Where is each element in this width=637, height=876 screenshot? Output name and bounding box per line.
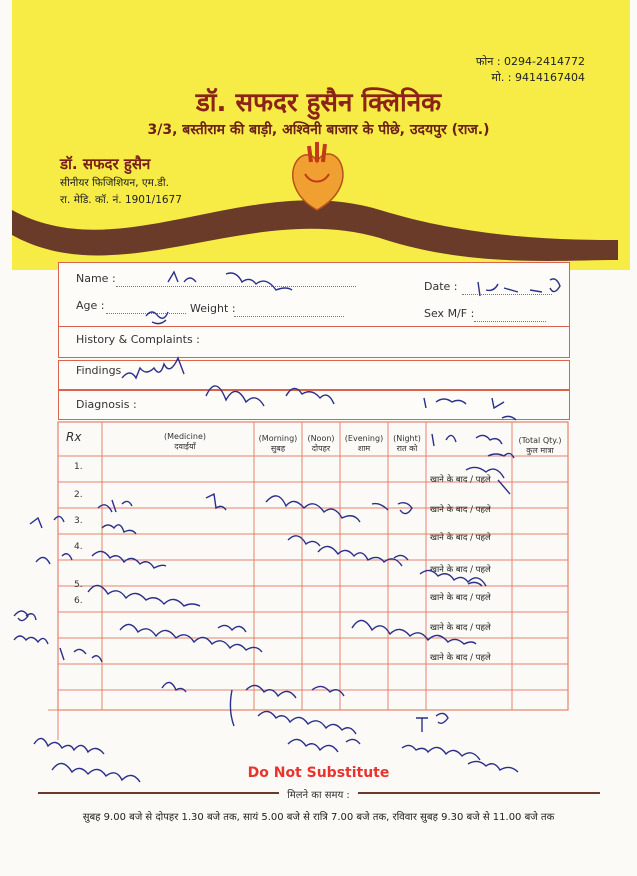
noon-header-hi: दोपहर [311, 444, 331, 453]
morning-header-en: (Morning) [258, 434, 298, 443]
night-header-hi: रात को [396, 444, 418, 453]
morning-header-hi: सुबह [270, 444, 286, 453]
clinic-hours: सुबह 9.00 बजे से दोपहर 1.30 बजे तक, सायं 5.00 बजे से रात्रि 7.00 बजे तक, रविवार सुबह 9.30 बजे से 11.00 बजे तक [82, 812, 555, 823]
after-meal-4: खाने के बाद / पहले [430, 565, 491, 575]
meeting-time-label [0, 787, 637, 801]
row-number-6: 6. [74, 596, 83, 606]
doctor-name: डॉ. सफदर हुसैन [60, 155, 151, 173]
rx-symbol: Rx [66, 430, 82, 444]
findings-label: Findings [76, 364, 122, 377]
history-label: History & Complaints : [76, 333, 200, 346]
row-number-4: 4. [74, 542, 83, 552]
sex-label: Sex M/F : [424, 307, 475, 320]
after-meal-6: खाने के बाद / पहले [430, 623, 491, 633]
after-meal-1: खाने के बाद / पहले [430, 475, 491, 485]
after-meal-3: खाने के बाद / पहले [430, 533, 491, 543]
evening-header-en: (Evening) [344, 434, 384, 443]
clinic-name: डॉ. सफदर हुसैन क्लिनिक [195, 88, 442, 118]
after-meal-7: खाने के बाद / पहले [430, 653, 491, 663]
total-qty-header-hi: कुल मात्रा [526, 446, 554, 455]
row-number-5: 5. [74, 580, 83, 590]
do-not-substitute-note: Do Not Substitute [247, 765, 390, 781]
registration-number: रा. मेडि. कॉ. नं. 1901/1677 [60, 194, 182, 206]
name-label: Name : [76, 272, 116, 285]
medicine-header-hi: दवाईयाँ [174, 442, 196, 451]
age-label: Age : [76, 299, 105, 312]
evening-header-hi: शाम [357, 444, 371, 453]
after-meal-5: खाने के बाद / पहले [430, 593, 491, 603]
row-number-3: 3. [74, 516, 83, 526]
night-header-en: (Night) [393, 434, 421, 443]
mobile-number: मो. : 9414167404 [491, 71, 585, 84]
diagnosis-label: Diagnosis : [76, 398, 137, 411]
row-number-1: 1. [74, 462, 83, 472]
date-label: Date : [424, 280, 458, 293]
medicine-header-en: (Medicine) [164, 432, 206, 441]
noon-header-en: (Noon) [307, 434, 335, 443]
row-number-2: 2. [74, 490, 83, 500]
meeting-time-text: मिलने का समय : [279, 790, 358, 801]
doctor-qualification: सीनीयर फिजिशियन, एम.डी. [60, 177, 169, 189]
phone-number: फोन : 0294-2414772 [475, 55, 585, 68]
after-meal-2: खाने के बाद / पहले [430, 505, 491, 515]
total-qty-header-en: (Total Qty.) [518, 436, 562, 445]
clinic-address: 3/3, बस्तीराम की बाड़ी, अश्विनी बाजार के पीछे, उदयपुर (राज.) [147, 122, 490, 138]
weight-label: Weight : [190, 302, 236, 315]
